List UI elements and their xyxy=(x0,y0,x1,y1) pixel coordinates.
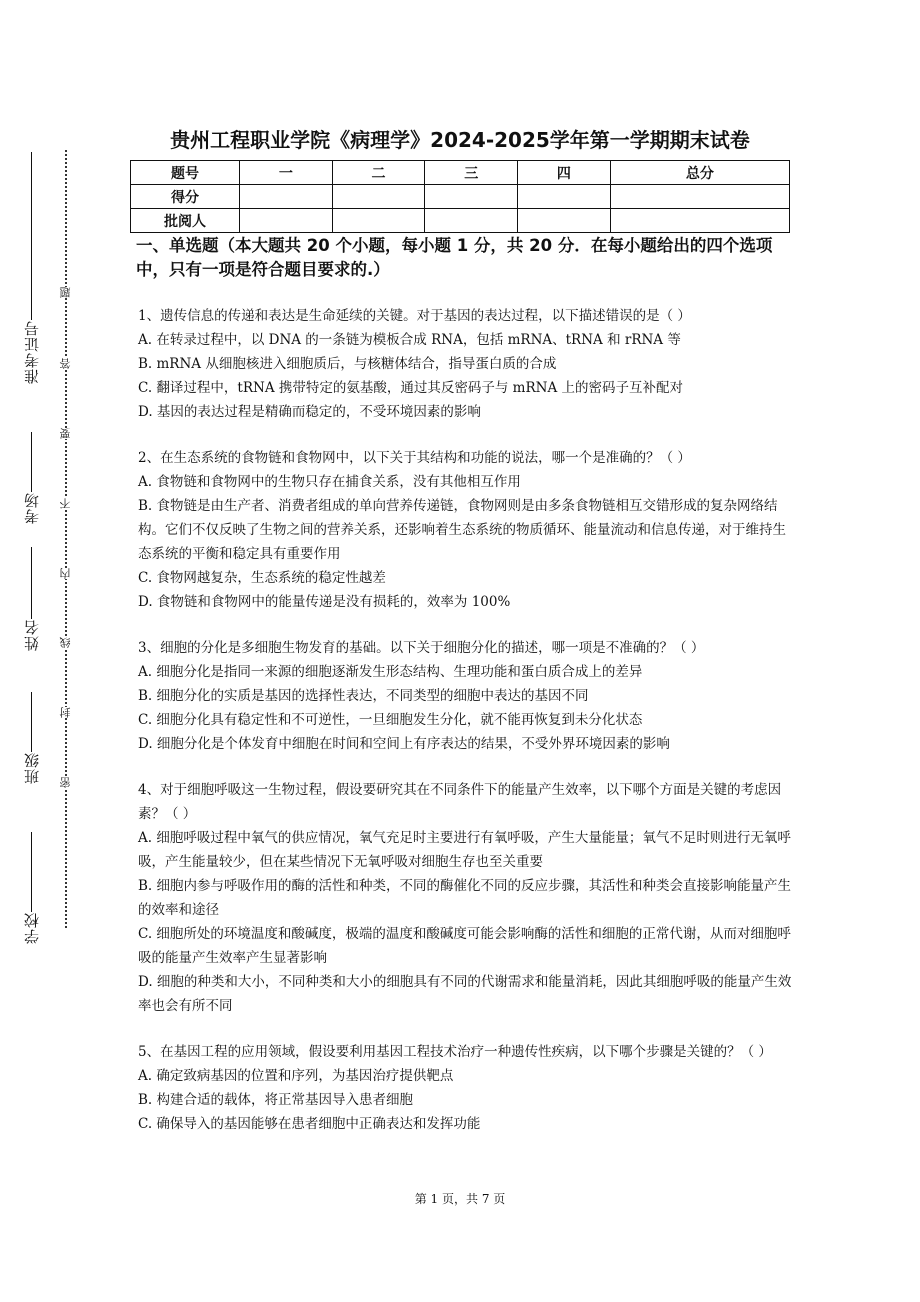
question-option: A. 细胞分化是指同一来源的细胞逐渐发生形态结构、生理功能和蛋白质合成上的差异 xyxy=(138,664,643,680)
question-option: B. 构建合适的载体，将正常基因导入患者细胞 xyxy=(138,1092,414,1108)
school-field xyxy=(18,830,44,944)
question-stem: 3、细胞的分化是多细胞生物发育的基础。以下关于细胞分化的描述，哪一项是不准确的？（ ） xyxy=(138,640,705,656)
question-option: A. 食物链和食物网中的生物只存在捕食关系，没有其他相互作用 xyxy=(138,474,521,490)
score-table-header: 三 xyxy=(425,161,518,185)
score-cell[interactable] xyxy=(425,209,518,233)
exam-room-label: 考场 xyxy=(22,492,41,524)
seal-char: 封 xyxy=(57,707,75,718)
score-cell[interactable] xyxy=(610,209,789,233)
question-option: A. 确定致病基因的位置和序列，为基因治疗提供靶点 xyxy=(138,1068,454,1084)
exam-number-label: 准考证号 xyxy=(22,320,41,384)
question-stem: 5、在基因工程的应用领域，假设要利用基因工程技术治疗一种遗传性疾病，以下哪个步骤是关键的？（ ） xyxy=(138,1044,772,1060)
score-row-label: 得分 xyxy=(131,185,240,209)
seal-char: 题 xyxy=(57,287,75,298)
binding-margin xyxy=(0,0,90,1302)
exam-content xyxy=(138,234,792,1136)
score-cell[interactable] xyxy=(240,209,333,233)
score-cell[interactable] xyxy=(332,185,425,209)
seal-char: 答 xyxy=(57,358,75,369)
question-option: B. mRNA 从细胞核进入细胞质后，与核糖体结合，指导蛋白质的合成 xyxy=(138,356,557,372)
question xyxy=(138,1040,792,1136)
question-option: A. 细胞呼吸过程中氧气的供应情况，氧气充足时主要进行有氧呼吸，产生大量能量；氧气不足时则进行无氧呼吸，产生能量较少，但在某些情况下无氧呼吸对细胞生存也至关重要 xyxy=(138,830,791,870)
score-table-header: 一 xyxy=(240,161,333,185)
question-option: D. 食物链和食物网中的能量传递是没有损耗的，效率为 100% xyxy=(138,594,511,610)
score-cell[interactable] xyxy=(240,185,333,209)
seal-char: 不 xyxy=(57,498,75,509)
seal-line xyxy=(65,150,67,928)
score-table-header: 四 xyxy=(518,161,611,185)
class-label: 班级 xyxy=(22,752,41,784)
question xyxy=(138,446,792,614)
name-field xyxy=(18,545,44,651)
question xyxy=(138,778,792,1018)
page-footer: 第 1 页，共 7 页 xyxy=(414,1192,506,1206)
score-table-header-row xyxy=(131,161,790,185)
question-option: C. 细胞分化具有稳定性和不可逆性，一旦细胞发生分化，就不能再恢复到未分化状态 xyxy=(138,712,643,728)
question-stem: 4、对于细胞呼吸这一生物过程，假设要研究其在不同条件下的能量产生效率，以下哪个方面是关键的考虑因素？（ ） xyxy=(138,782,782,822)
question-stem: 2、在生态系统的食物链和食物网中，以下关于其结构和功能的说法，哪一个是准确的？（ ） xyxy=(138,450,691,466)
class-field xyxy=(18,690,44,784)
question-option: D. 细胞的种类和大小，不同种类和大小的细胞具有不同的代谢需求和能量消耗，因此其细胞呼吸的能量产生效率也会有所不同 xyxy=(138,974,792,1014)
school-label: 学校 xyxy=(22,912,41,944)
question-option: D. 基因的表达过程是精确而稳定的，不受环境因素的影响 xyxy=(138,404,481,420)
question xyxy=(138,304,792,424)
exam-title: 贵州工程职业学院《病理学》2024-2025学年第一学期期末试卷 xyxy=(170,128,750,152)
score-row-label: 批阅人 xyxy=(131,209,240,233)
seal-char: 线 xyxy=(57,637,75,648)
score-table-row xyxy=(131,209,790,233)
exam-number-field xyxy=(18,150,44,384)
question-stem: 1、遗传信息的传递和表达是生命延续的关键。对于基因的表达过程，以下描述错误的是（ ） xyxy=(138,308,691,324)
score-cell[interactable] xyxy=(518,185,611,209)
score-table xyxy=(130,160,790,233)
score-cell[interactable] xyxy=(332,209,425,233)
score-cell[interactable] xyxy=(425,185,518,209)
seal-char: 内 xyxy=(57,568,75,579)
score-table-row xyxy=(131,185,790,209)
seal-char: 密 xyxy=(57,777,75,788)
question-option: C. 食物网越复杂，生态系统的稳定性越差 xyxy=(138,570,386,586)
seal-char: 要 xyxy=(57,428,75,439)
question-option: C. 确保导入的基因能够在患者细胞中正确表达和发挥功能 xyxy=(138,1116,481,1132)
score-table-header: 题号 xyxy=(131,161,240,185)
question-option: B. 食物链是由生产者、消费者组成的单向营养传递链，食物网则是由多条食物链相互交错形成的复杂网络结构。它们不仅反映了生物之间的营养关系，还影响着生态系统的物质循环、能量流动和信息传递，对于维持生态系统的平衡和稳定具有重要作用 xyxy=(138,498,786,562)
section-heading: 一、单选题（本大题共 20 个小题，每小题 1 分，共 20 分．在每小题给出的四个选项中，只有一项是符合题目要求的.） xyxy=(136,236,773,279)
exam-room-field xyxy=(18,430,44,524)
score-table-header: 总分 xyxy=(610,161,789,185)
name-label: 姓名 xyxy=(22,619,41,651)
question-option: C. 翻译过程中，tRNA 携带特定的氨基酸，通过其反密码子与 mRNA 上的密码子互补配对 xyxy=(138,380,683,396)
question-option: B. 细胞分化的实质是基因的选择性表达，不同类型的细胞中表达的基因不同 xyxy=(138,688,589,704)
question-option: B. 细胞内参与呼吸作用的酶的活性和种类，不同的酶催化不同的反应步骤，其活性和种类会直接影响能量产生的效率和途径 xyxy=(138,878,792,918)
question xyxy=(138,636,792,756)
question-option: D. 细胞分化是个体发育中细胞在时间和空间上有序表达的结果，不受外界环境因素的影响 xyxy=(138,736,670,752)
question-option: C. 细胞所处的环境温度和酸碱度，极端的温度和酸碱度可能会影响酶的活性和细胞的正常代谢，从而对细胞呼吸的能量产生效率产生显著影响 xyxy=(138,926,791,966)
score-cell[interactable] xyxy=(610,185,789,209)
score-cell[interactable] xyxy=(518,209,611,233)
score-table-header: 二 xyxy=(332,161,425,185)
question-option: A. 在转录过程中，以 DNA 的一条链为模板合成 RNA，包括 mRNA、tRNA 和 rRNA 等 xyxy=(138,332,681,348)
